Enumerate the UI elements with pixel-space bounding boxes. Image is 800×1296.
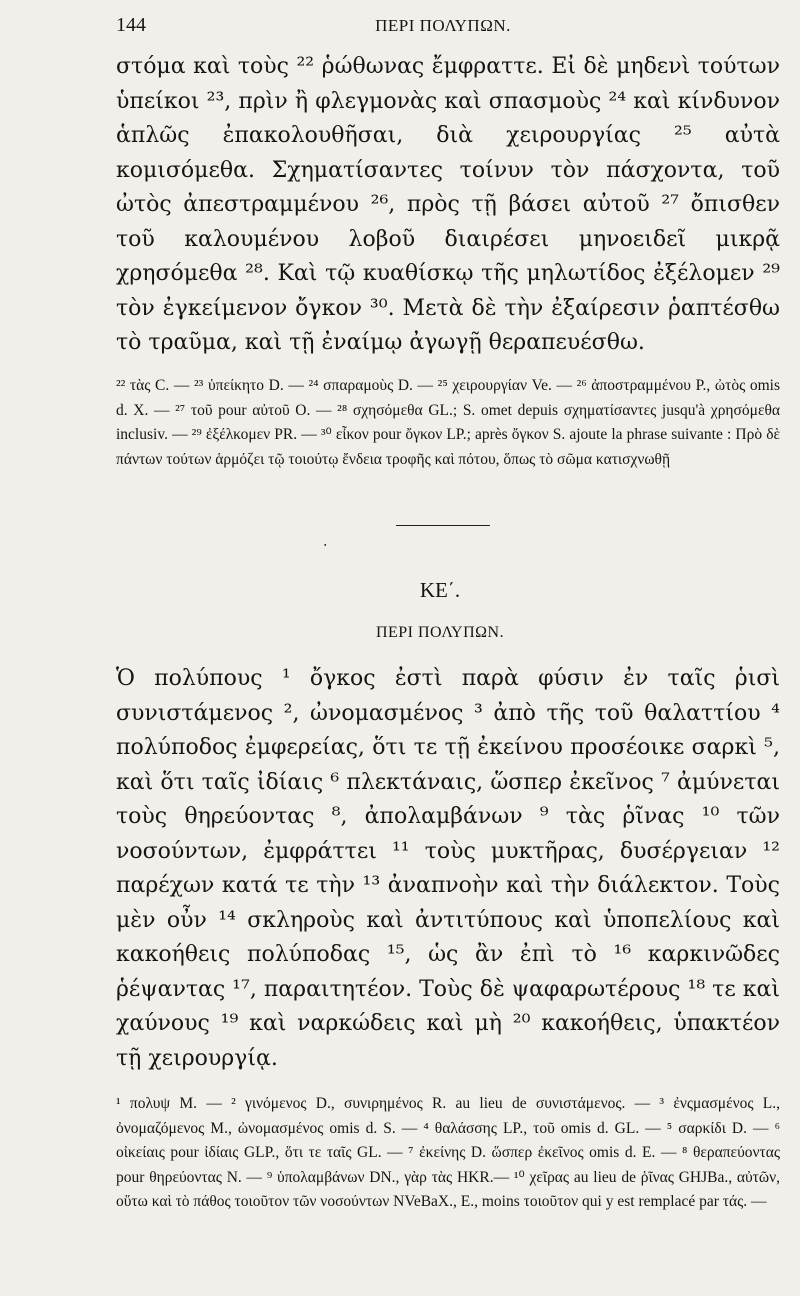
chapter-text-block: Ὁ πολύπους ¹ ὄγκος ἐστὶ παρὰ φύσιν ἐν ταῖς ῥισὶ συνιστάμενος ², ὠνομασμένος ³ ἀπὸ τῆς τοῦ θαλαττίου ⁴ πολύποδος ἐμφερείας, ὅτι τε τῇ ἐκείνου προσέοικε σαρκὶ ⁵, καὶ ὅτι ταῖς ἰδίαις ⁶ πλεκτάναις, ὥσπερ ἐκεῖνος ⁷ ἀμύνεται τοὺς θηρεύοντας ⁸, ἀπολαμβάνων ⁹ τὰς ῥῖνας ¹⁰ τῶν νοσούντων, ἐμφράττει ¹¹ τοὺς μυκτῆρας, δυσέργειαν ¹² παρέχων κατά τε τὴν ¹³ ἀναπνοὴν καὶ τὴν διάλεκτον. Τοὺς μὲν οὖν ¹⁴ σκληροὺς καὶ ἀντιτύπους καὶ ὑποπελίους καὶ κακοήθεις πολύποδας ¹⁵, ὡς ἂν ἐπὶ τὸ ¹⁶ καρκινῶδες ῥέψαντας ¹⁷, παραιτητέον. Τοὺς δὲ ψαφαρωτέρους ¹⁸ τε καὶ χαύνους ¹⁹ καὶ ναρκώδεις καὶ μὴ ²⁰ κακοήθεις, ὑπακτέον τῇ χειρουργίᾳ. xyxy=(116,666,780,1071)
stray-mark: ‧ xyxy=(323,539,328,554)
main-text-block: στόμα καὶ τοὺς ²² ῥώθωνας ἔμφραττε. Εἰ δὲ μηδενὶ τούτων ὑπείκοι ²³, πρὶν ἢ φλεγμονὰς καὶ σπασμοὺς ²⁴ καὶ κίνδυνον ἁπλῶς ἐπακολουθῆσαι, διὰ χειρουργίας ²⁵ αὐτὰ κομισόμεθα. Σχηματίσαντες τοίνυν τὸν πάσχοντα, τοῦ ὠτὸς ἀπεστραμμένου ²⁶, πρὸς τῇ βάσει αὐτοῦ ²⁷ ὄπισθεν τοῦ καλουμένου λοβοῦ διαιρέσει μηνοειδεῖ μικρᾷ χρησόμεθα ²⁸. Καὶ τῷ κυαθίσκῳ τῆς μηλωτίδος ἐξέλομεν ²⁹ τὸν ἐγκείμενον ὄγκον ³⁰. Μετὰ δὲ τὴν ἐξαίρεσιν ῥαπτέσθω τὸ τραῦμα, καὶ τῇ ἐναίμῳ ἀγωγῇ θεραπευέσθω. xyxy=(116,54,780,355)
section-separator-rule xyxy=(396,525,490,526)
chapter-title: ΠΕΡΙ ΠΟΛΥΠΩΝ. xyxy=(375,624,505,641)
page-number: 144 xyxy=(116,14,146,36)
footnotes-block: ²² τὰς C. — ²³ ὑπείκητο D. — ²⁴ σπαραμοὺς D. — ²⁵ χειρουργίαν Ve. — ²⁶ ἀποστραμμένου P., ὠτὸς omis d. X. — ²⁷ τοῦ pour αὐτοῦ O. — ²⁸ σχησόμεθα GL.; S. omet depuis σχηματίσαντες jusqu'à χρησόμεθα inclusiv. — ²⁹ ἐξέλκομεν PR. — ³⁰ εἶκον pour ὄγκον LP.; après ὄγκον S. ajoute la phrase suivante : Πρὸ δὲ πάντων τούτων ἁρμόζει τῷ τοιούτῳ ἔνδεια τροφῆς καὶ πότου, ὅπως τὸ σῶμα κατισχνωθῇ xyxy=(116,377,780,468)
chapter-number: ΚΕ΄. xyxy=(419,578,461,602)
chapter-footnotes-block: ¹ πολυψ M. — ² γινόμενος D., συνιρημένος R. au lieu de συνιστάμενος. — ³ ἐνςμασμένος L., ὀνομαζόμενος M., ὠνομασμένος omis d. S. — ⁴ θαλάσσης LP., τοῦ omis d. GL. — ⁵ σαρκίδι D. — ⁶ οἰκείαις pour ἰδίαις GLP., ὅτι τε ταῖς GL. — ⁷ ἐκείνης D. ὥσπερ ἐκεῖνος omis d. E. — ⁸ θεραπεύοντας pour θηρεύοντας N. — ⁹ ὑπολαμβάνων DN., γὰρ τὰς HKR.— ¹⁰ χεῖρας au lieu de ῥῖνας GHJBa., αὐτῶν, οὕτω καὶ τὸ πάθος τοιοῦτον τῶν νοσούντων NVeBaX., E., moins τοιοῦτον qui y est remplacé par τάς. — xyxy=(116,1095,780,1210)
running-title: ΠΕΡΙ ΠΟΛΥΠΩΝ. xyxy=(375,16,511,35)
page-header xyxy=(116,14,770,44)
